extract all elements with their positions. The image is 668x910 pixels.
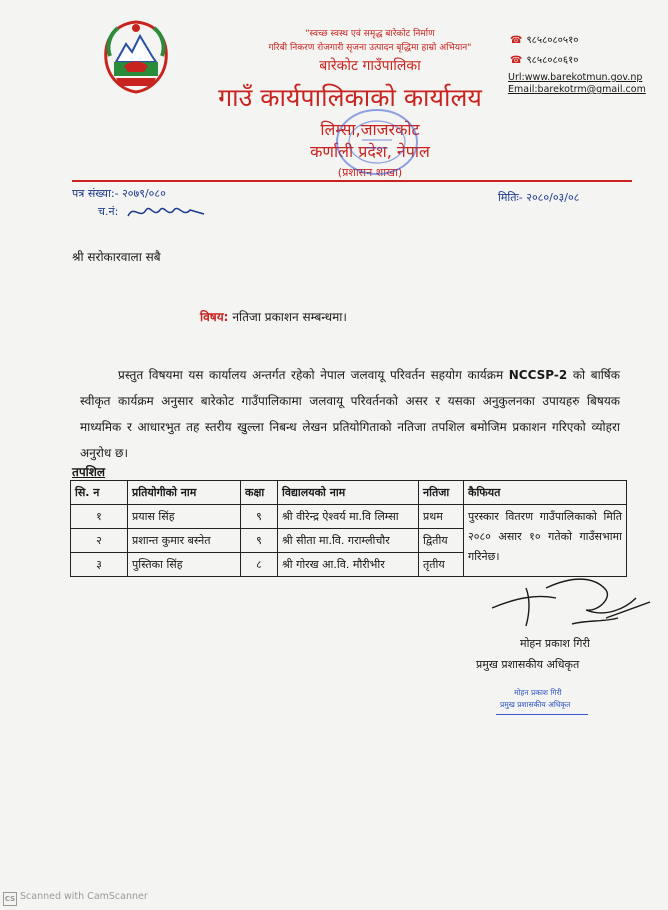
email-address[interactable]: Email:barekotrm@gmail.com (508, 84, 646, 95)
stamp-underline (496, 714, 588, 715)
signer-name: मोहन प्रकाश गिरी (520, 637, 590, 650)
subject-text: नतिजा प्रकाशन सम्बन्धमा। (232, 310, 347, 324)
slogan-line-2: गरिबी निकरण रोजगारी सृजना उत्पादन बृद्धिमा हाम्रो अभियान" (268, 43, 472, 53)
table-row: २ प्रशान्त कुमार बस्नेत ९ श्री सीता मा.वि. गराम्लीचौर द्वितीय (71, 529, 627, 553)
header-result: नतिजा (419, 481, 464, 505)
table-row: १ प्रयास सिंह ९ श्री वीरेन्द्र ऐश्वर्य मा.वि लिम्सा प्रथम पुरस्कार वितरण गाउँपालिकाको मिति २०८० असार १० गतेको गाउँसभामा गरिनेछ। (71, 505, 627, 529)
subject-line (200, 308, 347, 325)
signature-icon (486, 568, 656, 638)
province-name: कर्णाली प्रदेश, नेपाल (310, 142, 430, 161)
stamp-name: मोहन प्रकाश गिरी (514, 688, 562, 697)
nepal-emblem-icon (96, 16, 176, 96)
phone-number-1: ☎ ९८५८०८०५१० (510, 35, 579, 46)
program-code: NCCSP-2 (508, 368, 568, 382)
phone-icon: ☎ (510, 55, 523, 66)
camscanner-icon: CS (3, 892, 17, 906)
header-divider (72, 180, 632, 182)
office-name: बारेकोट गाउँपालिका (319, 58, 421, 74)
header-name: प्रतियोगीको नाम (128, 481, 241, 505)
subject-label: विषय: (200, 310, 229, 324)
header-school: विद्यालयको नाम (278, 481, 419, 505)
section-name: (प्रशासन शाखा) (337, 166, 403, 179)
table-row: ३ पुस्तिका सिंह ८ श्री गोरख आ.वि. मौरीभीर तृतीय (71, 553, 627, 577)
letter-date: मितिः- २०८०/०३/०८ (498, 191, 580, 204)
phone-number-2: ☎ ९८५८०८०६१० (510, 55, 579, 66)
scanner-watermark (0, 888, 668, 910)
website-url[interactable]: Url:www.barekotmun.gov.np (508, 72, 643, 83)
letter-body: प्रस्तुत विषयमा यस कार्यालय अन्तर्गत रहेको नेपाल जलवायू परिवर्तन सहयोग कार्यक्रम NCCSP-2 को बार्षिक स्वीकृत कार्यक्रम अनुसार बारेकोट गाउँपालिकामा जलवायू परिवर्तनको असर र यसका अनुकुलनका उपायहरु बिषयक माध्यमिक र आधारभुत तह स्तरीय खुल्ला निबन्ध लेखन प्रतियोगिताको नतिजा तपशिल बमोजिम प्रकाशन गरिएको व्योहरा अनुरोध छ। (80, 368, 620, 460)
recipient: श्री सरोकारवाला सबै (72, 250, 161, 264)
dispatch-number-handwriting-icon (126, 202, 206, 222)
reference-number: पत्र संख्या:- २०७९/०८० (72, 187, 166, 200)
remark-cell: पुरस्कार वितरण गाउँपालिकाको मिति २०८० असार १० गतेको गाउँसभामा गरिनेछ। (464, 505, 627, 577)
office-location: लिम्सा,जाजरकोट (320, 120, 420, 139)
table-header-row (71, 481, 627, 505)
dispatch-number-label: च.नं: (98, 205, 119, 218)
office-stamp-icon (322, 104, 432, 180)
header-remark: कैफियत (464, 481, 627, 505)
slogan-line-1: "स्वच्छ स्वस्थ एवं समृद्ध बारेकोट निर्माण (305, 29, 435, 39)
header-sn: सि. न (71, 481, 128, 505)
annex-title: तपशिल (72, 465, 106, 479)
phone-icon: ☎ (510, 35, 523, 46)
watermark-text: Scanned with CamScanner (20, 891, 148, 902)
stamp-title: प्रमुख प्रशासकीय अधिकृत (500, 700, 571, 709)
header-class: कक्षा (241, 481, 278, 505)
main-title: गाउँ कार्यपालिकाको कार्यालय (218, 83, 482, 112)
signer-title: प्रमुख प्रशासकीय अधिकृत (476, 658, 580, 671)
results-table (70, 480, 627, 577)
